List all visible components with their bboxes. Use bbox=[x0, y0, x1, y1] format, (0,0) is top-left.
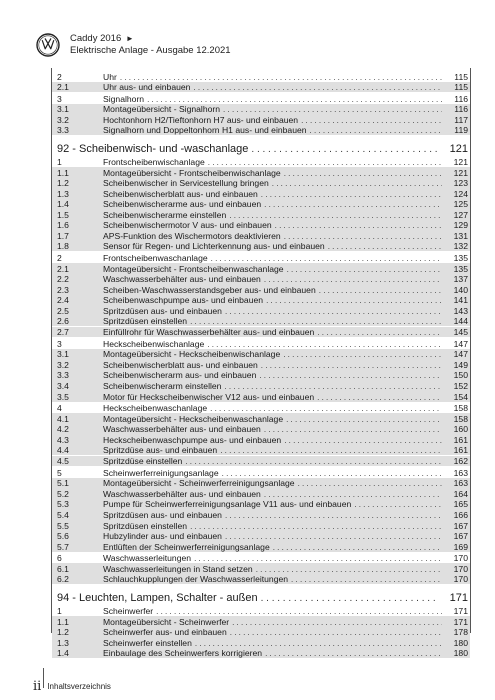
toc-leader-dots bbox=[310, 126, 442, 135]
toc-page-number: 154 bbox=[453, 391, 468, 402]
toc-page-number: 147 bbox=[453, 349, 468, 360]
toc-leader-dots bbox=[264, 200, 442, 209]
toc-entry-row[interactable] bbox=[52, 499, 470, 510]
toc-title: Entlüften der Scheinwerferreinigungsanlage bbox=[103, 541, 270, 552]
toc-title: Scheiben-Waschwasserstandsgeber aus- und einbauen bbox=[103, 284, 316, 295]
toc-leader-dots bbox=[193, 83, 442, 92]
toc-number: 4 bbox=[57, 403, 62, 414]
toc-leader-dots bbox=[230, 628, 442, 637]
table-of-contents bbox=[51, 68, 471, 659]
toc-number: 3 bbox=[57, 93, 62, 104]
toc-entry-row[interactable] bbox=[52, 349, 470, 360]
toc-page-number: 161 bbox=[453, 445, 468, 456]
toc-leader-dots bbox=[222, 469, 442, 478]
toc-entry-row[interactable] bbox=[52, 305, 470, 316]
toc-title: Sensor für Regen- und Lichterkennung aus- und einbauen bbox=[103, 241, 325, 252]
toc-page-number: 115 bbox=[454, 82, 468, 93]
toc-page-number: 135 bbox=[453, 253, 468, 264]
toc-number: 1.7 bbox=[57, 230, 69, 241]
toc-leader-dots bbox=[190, 317, 442, 326]
toc-number: 2.7 bbox=[57, 327, 69, 338]
toc-title: Heckscheibenwaschpumpe aus- und einbauen bbox=[103, 434, 282, 445]
toc-entry-row[interactable] bbox=[52, 359, 470, 370]
toc-leader-dots bbox=[120, 73, 442, 82]
toc-page-number: 161 bbox=[453, 434, 468, 445]
toc-number: 2.3 bbox=[57, 284, 69, 295]
toc-page-number: 147 bbox=[453, 338, 468, 349]
toc-entry-row[interactable] bbox=[52, 284, 470, 295]
toc-entry-row[interactable] bbox=[52, 391, 470, 402]
toc-entry-row[interactable] bbox=[52, 327, 470, 338]
toc-entry-row[interactable] bbox=[52, 263, 470, 274]
toc-leader-dots bbox=[207, 340, 442, 349]
toc-page-number: 164 bbox=[453, 488, 468, 499]
toc-number: 6 bbox=[57, 553, 62, 564]
toc-number: 1.2 bbox=[57, 627, 69, 638]
toc-number: 6.2 bbox=[57, 574, 69, 585]
toc-leader-dots bbox=[261, 190, 442, 199]
toc-leader-dots bbox=[265, 649, 442, 658]
toc-leader-dots bbox=[225, 307, 442, 316]
toc-title: Spritzdüsen einstellen bbox=[103, 316, 188, 327]
toc-leader-dots bbox=[195, 639, 442, 648]
toc-leader-dots bbox=[261, 361, 442, 370]
toc-number: 4.3 bbox=[57, 434, 69, 445]
toc-entry-row[interactable] bbox=[52, 241, 470, 252]
toc-leader-dots bbox=[264, 275, 442, 284]
toc-entry-row[interactable] bbox=[52, 531, 470, 542]
toc-number: 5.6 bbox=[57, 531, 69, 542]
toc-entry-row[interactable] bbox=[52, 520, 470, 531]
toc-title: Montageübersicht - Signalhorn bbox=[103, 104, 221, 115]
toc-entry-row[interactable] bbox=[52, 114, 470, 125]
toc-number: 2.1 bbox=[57, 263, 69, 274]
toc-leader-dots bbox=[156, 607, 442, 616]
toc-title: Montageübersicht - Frontscheibenwischanlage bbox=[103, 167, 281, 178]
toc-leader-dots bbox=[272, 179, 442, 188]
toc-leader-dots bbox=[298, 479, 442, 488]
toc-number: 1.4 bbox=[57, 648, 69, 659]
footer-page-number: ii bbox=[33, 679, 42, 694]
header-model: Caddy 2016 bbox=[70, 33, 122, 44]
toc-title: Pumpe für Scheinwerferreinigungsanlage V11 aus- und einbauen bbox=[103, 499, 352, 510]
toc-title: Waschwasserbehälter aus- und einbauen bbox=[103, 488, 261, 499]
toc-page-number: 121 bbox=[453, 157, 468, 168]
toc-chapter-row[interactable] bbox=[52, 553, 470, 564]
toc-number: 6.1 bbox=[57, 563, 69, 574]
toc-page-number: 158 bbox=[453, 403, 468, 414]
toc-chapter-row[interactable] bbox=[52, 71, 470, 82]
toc-title: Frontscheibenwaschanlage bbox=[103, 253, 208, 264]
toc-entry-row[interactable] bbox=[52, 104, 470, 115]
toc-entry-row[interactable] bbox=[52, 188, 470, 199]
toc-leader-dots bbox=[224, 382, 442, 391]
toc-page-number: 171 bbox=[449, 591, 468, 604]
toc-entry-row[interactable] bbox=[52, 456, 470, 467]
toc-page-number: 178 bbox=[453, 627, 468, 638]
toc-page-number: 117 bbox=[454, 114, 468, 125]
toc-number: 3.2 bbox=[57, 114, 69, 125]
toc-title: Uhr aus- und einbauen bbox=[103, 82, 191, 93]
toc-section-heading[interactable] bbox=[52, 140, 470, 155]
toc-entry-row[interactable] bbox=[52, 178, 470, 189]
toc-leader-dots bbox=[264, 490, 442, 499]
page-header bbox=[36, 33, 466, 59]
toc-entry-row[interactable] bbox=[52, 125, 470, 136]
toc-entry-row[interactable] bbox=[52, 220, 470, 231]
toc-page-number: 140 bbox=[453, 284, 468, 295]
toc-leader-dots bbox=[319, 286, 442, 295]
toc-leader-dots bbox=[223, 105, 442, 114]
toc-number: 5 bbox=[57, 467, 62, 478]
toc-title: Scheibenwischerarme einstellen bbox=[103, 209, 227, 220]
toc-chapter-row[interactable] bbox=[52, 606, 470, 617]
toc-leader-dots bbox=[232, 618, 442, 627]
toc-number: 2.1 bbox=[57, 82, 69, 93]
toc-title: 94 - Leuchten, Lampen, Schalter - außen bbox=[57, 591, 258, 604]
toc-page-number: 143 bbox=[453, 305, 468, 316]
toc-entry-row[interactable] bbox=[52, 648, 470, 659]
footer-label: Inhaltsverzeichnis bbox=[47, 682, 111, 691]
toc-page-number: 170 bbox=[453, 553, 468, 564]
toc-title: Spritzdüse aus- und einbauen bbox=[103, 445, 218, 456]
toc-leader-dots bbox=[229, 211, 442, 220]
toc-title: Frontscheibenwischanlage bbox=[103, 157, 205, 168]
toc-title: Uhr bbox=[103, 71, 117, 82]
toc-chapter-row[interactable] bbox=[52, 93, 470, 104]
toc-entry-row[interactable] bbox=[52, 434, 470, 445]
toc-page-number: 160 bbox=[453, 424, 468, 435]
toc-number: 1.6 bbox=[57, 220, 69, 231]
toc-entry-row[interactable] bbox=[52, 627, 470, 638]
toc-title: APS-Funktion des Wischermotors deaktivieren bbox=[103, 230, 281, 241]
toc-page-number: 127 bbox=[453, 209, 468, 220]
toc-page-number: 149 bbox=[453, 359, 468, 370]
toc-page-number: 162 bbox=[453, 456, 468, 467]
toc-title: Spritzdüsen einstellen bbox=[103, 520, 188, 531]
toc-title: Waschwasserbehälter aus- und einbauen bbox=[103, 424, 261, 435]
toc-title: Hochtonhorn H2/Tieftonhorn H7 aus- und einbauen bbox=[103, 114, 299, 125]
toc-number: 5.2 bbox=[57, 488, 69, 499]
toc-number: 5.7 bbox=[57, 541, 69, 552]
toc-title: Scheinwerfer aus- und einbauen bbox=[103, 627, 227, 638]
toc-number: 1.4 bbox=[57, 199, 69, 210]
toc-number: 2.2 bbox=[57, 274, 69, 285]
toc-page-number: 131 bbox=[453, 230, 468, 241]
toc-entry-row[interactable] bbox=[52, 199, 470, 210]
toc-page-number: 163 bbox=[453, 467, 468, 478]
toc-number: 4.4 bbox=[57, 445, 69, 456]
toc-entry-row[interactable] bbox=[52, 316, 470, 327]
toc-entry-row[interactable] bbox=[52, 445, 470, 456]
toc-entry-row[interactable] bbox=[52, 413, 470, 424]
toc-entry-row[interactable] bbox=[52, 167, 470, 178]
toc-entry-row[interactable] bbox=[52, 478, 470, 489]
toc-leader-dots bbox=[275, 221, 442, 230]
toc-leader-dots bbox=[266, 296, 442, 305]
toc-entry-row[interactable] bbox=[52, 274, 470, 285]
toc-leader-dots bbox=[225, 511, 442, 520]
toc-page-number: 158 bbox=[453, 413, 468, 424]
toc-chapter-row[interactable] bbox=[52, 157, 470, 168]
toc-leader-dots bbox=[190, 522, 442, 531]
toc-leader-dots bbox=[354, 500, 442, 509]
toc-title: Scheibenwischerarme aus- und einbauen bbox=[103, 199, 262, 210]
toc-page-number: 165 bbox=[453, 499, 468, 510]
toc-title: Montageübersicht - Frontscheibenwaschanlage bbox=[103, 263, 284, 274]
toc-chapter-row[interactable] bbox=[52, 338, 470, 349]
toc-chapter-row[interactable] bbox=[52, 467, 470, 478]
toc-title: Scheibenwaschpumpe aus- und einbauen bbox=[103, 295, 264, 306]
toc-page-number: 116 bbox=[454, 93, 468, 104]
toc-title: Signalhorn bbox=[103, 93, 145, 104]
toc-page-number: 132 bbox=[453, 241, 468, 252]
toc-leader-dots bbox=[286, 415, 442, 424]
toc-page-number: 163 bbox=[453, 478, 468, 489]
toc-entry-row[interactable] bbox=[52, 488, 470, 499]
toc-page-number: 125 bbox=[453, 199, 468, 210]
toc-leader-dots bbox=[317, 393, 442, 402]
toc-title: Heckscheibenwaschanlage bbox=[103, 403, 208, 414]
toc-page-number: 119 bbox=[454, 125, 468, 136]
toc-number: 5.1 bbox=[57, 478, 69, 489]
toc-title: Einfüllrohr für Waschwasserbehälter aus- und einbauen bbox=[103, 327, 315, 338]
toc-number: 1.1 bbox=[57, 616, 69, 627]
toc-title: 92 - Scheibenwisch- und -waschanlage bbox=[57, 142, 249, 155]
toc-leader-dots bbox=[225, 532, 442, 541]
toc-number: 2 bbox=[57, 253, 62, 264]
toc-page-number: 121 bbox=[449, 142, 468, 155]
toc-leader-dots bbox=[284, 436, 442, 445]
toc-page-number: 124 bbox=[453, 188, 468, 199]
toc-entry-row[interactable] bbox=[52, 209, 470, 220]
toc-number: 4.1 bbox=[57, 413, 69, 424]
toc-number: 1.8 bbox=[57, 241, 69, 252]
toc-number: 3.2 bbox=[57, 359, 69, 370]
toc-leader-dots bbox=[211, 254, 442, 263]
toc-number: 3.4 bbox=[57, 380, 69, 391]
header-text bbox=[70, 33, 231, 57]
toc-page-number: 137 bbox=[453, 274, 468, 285]
header-arrow: ► bbox=[125, 34, 134, 43]
toc-title: Waschwasserbehälter aus- und einbauen bbox=[103, 274, 261, 285]
toc-entry-row[interactable] bbox=[52, 563, 470, 574]
toc-entry-row[interactable] bbox=[52, 82, 470, 93]
toc-title: Spritzdüsen aus- und einbauen bbox=[103, 509, 222, 520]
toc-number: 3.1 bbox=[57, 349, 69, 360]
toc-leader-dots bbox=[291, 575, 442, 584]
toc-page-number: 166 bbox=[453, 509, 468, 520]
toc-number: 3.1 bbox=[57, 104, 69, 115]
toc-number: 2.5 bbox=[57, 305, 69, 316]
toc-title: Spritzdüse einstellen bbox=[103, 456, 183, 467]
page-footer bbox=[33, 679, 111, 694]
toc-number: 2.4 bbox=[57, 295, 69, 306]
toc-number: 5.4 bbox=[57, 509, 69, 520]
toc-entry-row[interactable] bbox=[52, 370, 470, 381]
toc-chapter-row[interactable] bbox=[52, 253, 470, 264]
toc-leader-dots bbox=[328, 242, 442, 251]
toc-title: Scheibenwischerarm aus- und einbauen bbox=[103, 370, 257, 381]
toc-leader-dots bbox=[256, 565, 442, 574]
toc-page-number: 180 bbox=[453, 637, 468, 648]
toc-leader-dots bbox=[210, 404, 442, 413]
toc-leader-dots bbox=[273, 543, 442, 552]
toc-leader-dots bbox=[287, 265, 442, 274]
toc-title: Signalhorn und Doppeltonhorn H1 aus- und einbauen bbox=[103, 125, 307, 136]
toc-leader-dots bbox=[284, 169, 442, 178]
toc-number: 5.5 bbox=[57, 520, 69, 531]
toc-entry-row[interactable] bbox=[52, 616, 470, 627]
toc-leader-dots bbox=[317, 328, 442, 337]
toc-entry-row[interactable] bbox=[52, 230, 470, 241]
toc-number: 3.5 bbox=[57, 391, 69, 402]
toc-page-number: 171 bbox=[453, 616, 468, 627]
toc-page-number: 135 bbox=[453, 263, 468, 274]
toc-title: Heckscheibenwischanlage bbox=[103, 338, 205, 349]
toc-leader-dots bbox=[147, 95, 442, 104]
toc-title: Motor für Heckscheibenwischer V12 aus- und einbauen bbox=[103, 391, 315, 402]
toc-title: Montageübersicht - Scheinwerferreinigungsanlage bbox=[103, 478, 295, 489]
toc-number: 1.3 bbox=[57, 188, 69, 199]
toc-number: 1.5 bbox=[57, 209, 69, 220]
toc-leader-dots bbox=[208, 158, 442, 167]
toc-number: 1.3 bbox=[57, 637, 69, 648]
toc-page-number: 145 bbox=[453, 327, 468, 338]
vw-logo-icon bbox=[36, 33, 60, 57]
toc-title: Montageübersicht - Heckscheibenwischanlage bbox=[103, 349, 281, 360]
toc-leader-dots bbox=[284, 232, 442, 241]
toc-title: Waschwasserleitungen in Stand setzen bbox=[103, 563, 253, 574]
toc-title: Scheibenwischerblatt aus- und einbauen bbox=[103, 188, 258, 199]
toc-number: 1 bbox=[57, 157, 62, 168]
toc-entry-row[interactable] bbox=[52, 541, 470, 552]
toc-title: Scheinwerferreinigungsanlage bbox=[103, 467, 219, 478]
toc-title: Scheibenwischer in Servicestellung bringen bbox=[103, 178, 269, 189]
toc-title: Montageübersicht - Scheinwerfer bbox=[103, 616, 230, 627]
toc-leader-dots bbox=[259, 371, 442, 380]
toc-page-number: 115 bbox=[454, 71, 468, 82]
toc-leader-dots bbox=[264, 425, 442, 434]
toc-chapter-row[interactable] bbox=[52, 403, 470, 414]
toc-page-number: 170 bbox=[453, 563, 468, 574]
toc-page-number: 171 bbox=[453, 606, 468, 617]
toc-page-number: 116 bbox=[454, 104, 468, 115]
toc-page-number: 141 bbox=[453, 295, 468, 306]
toc-title: Scheinwerfer bbox=[103, 606, 154, 617]
toc-leader-dots bbox=[283, 350, 442, 359]
toc-leader-dots bbox=[261, 593, 438, 604]
toc-title: Scheinwerfer einstellen bbox=[103, 637, 192, 648]
toc-leader-dots bbox=[220, 446, 442, 455]
toc-title: Spritzdüsen aus- und einbauen bbox=[103, 305, 222, 316]
toc-page-number: 129 bbox=[453, 220, 468, 231]
toc-entry-row[interactable] bbox=[52, 295, 470, 306]
toc-number: 3 bbox=[57, 338, 62, 349]
toc-number: 1.2 bbox=[57, 178, 69, 189]
toc-page-number: 180 bbox=[453, 648, 468, 659]
toc-number: 1.1 bbox=[57, 167, 69, 178]
toc-title: Schlauchkupplungen der Waschwasserleitungen bbox=[103, 574, 289, 585]
toc-number: 2 bbox=[57, 71, 62, 82]
toc-page-number: 121 bbox=[453, 167, 468, 178]
toc-section-heading[interactable] bbox=[52, 589, 470, 604]
toc-number: 3.3 bbox=[57, 125, 69, 136]
toc-number: 4.2 bbox=[57, 424, 69, 435]
toc-number: 2.6 bbox=[57, 316, 69, 327]
toc-page-number: 144 bbox=[453, 316, 468, 327]
toc-number: 3.3 bbox=[57, 370, 69, 381]
toc-page-number: 150 bbox=[453, 370, 468, 381]
toc-title: Scheibenwischermotor V aus- und einbauen bbox=[103, 220, 272, 231]
toc-entry-row[interactable] bbox=[52, 424, 470, 435]
toc-number: 4.5 bbox=[57, 456, 69, 467]
toc-title: Montageübersicht - Heckscheibenwaschanlage bbox=[103, 413, 284, 424]
toc-page-number: 167 bbox=[453, 520, 468, 531]
toc-page-number: 167 bbox=[453, 531, 468, 542]
toc-entry-row[interactable] bbox=[52, 509, 470, 520]
toc-page-number: 169 bbox=[453, 541, 468, 552]
toc-number: 1 bbox=[57, 606, 62, 617]
toc-title: Scheibenwischerblatt aus- und einbauen bbox=[103, 359, 258, 370]
toc-page-number: 123 bbox=[453, 178, 468, 189]
toc-leader-dots bbox=[194, 554, 442, 563]
toc-entry-row[interactable] bbox=[52, 574, 470, 585]
toc-entry-row[interactable] bbox=[52, 637, 470, 648]
toc-page-number: 170 bbox=[453, 574, 468, 585]
toc-title: Hubzylinder aus- und einbauen bbox=[103, 531, 222, 542]
toc-entry-row[interactable] bbox=[52, 380, 470, 391]
toc-title: Scheibenwischerarm einstellen bbox=[103, 380, 222, 391]
toc-leader-dots bbox=[185, 457, 442, 466]
toc-title: Waschwasserleitungen bbox=[103, 553, 192, 564]
toc-title: Einbaulage des Scheinwerfers korrigieren bbox=[103, 648, 263, 659]
toc-leader-dots bbox=[251, 144, 438, 155]
toc-number: 5.3 bbox=[57, 499, 69, 510]
toc-leader-dots bbox=[301, 116, 442, 125]
toc-page-number: 152 bbox=[453, 380, 468, 391]
header-subtitle: Elektrische Anlage - Ausgabe 12.2021 bbox=[70, 45, 231, 56]
